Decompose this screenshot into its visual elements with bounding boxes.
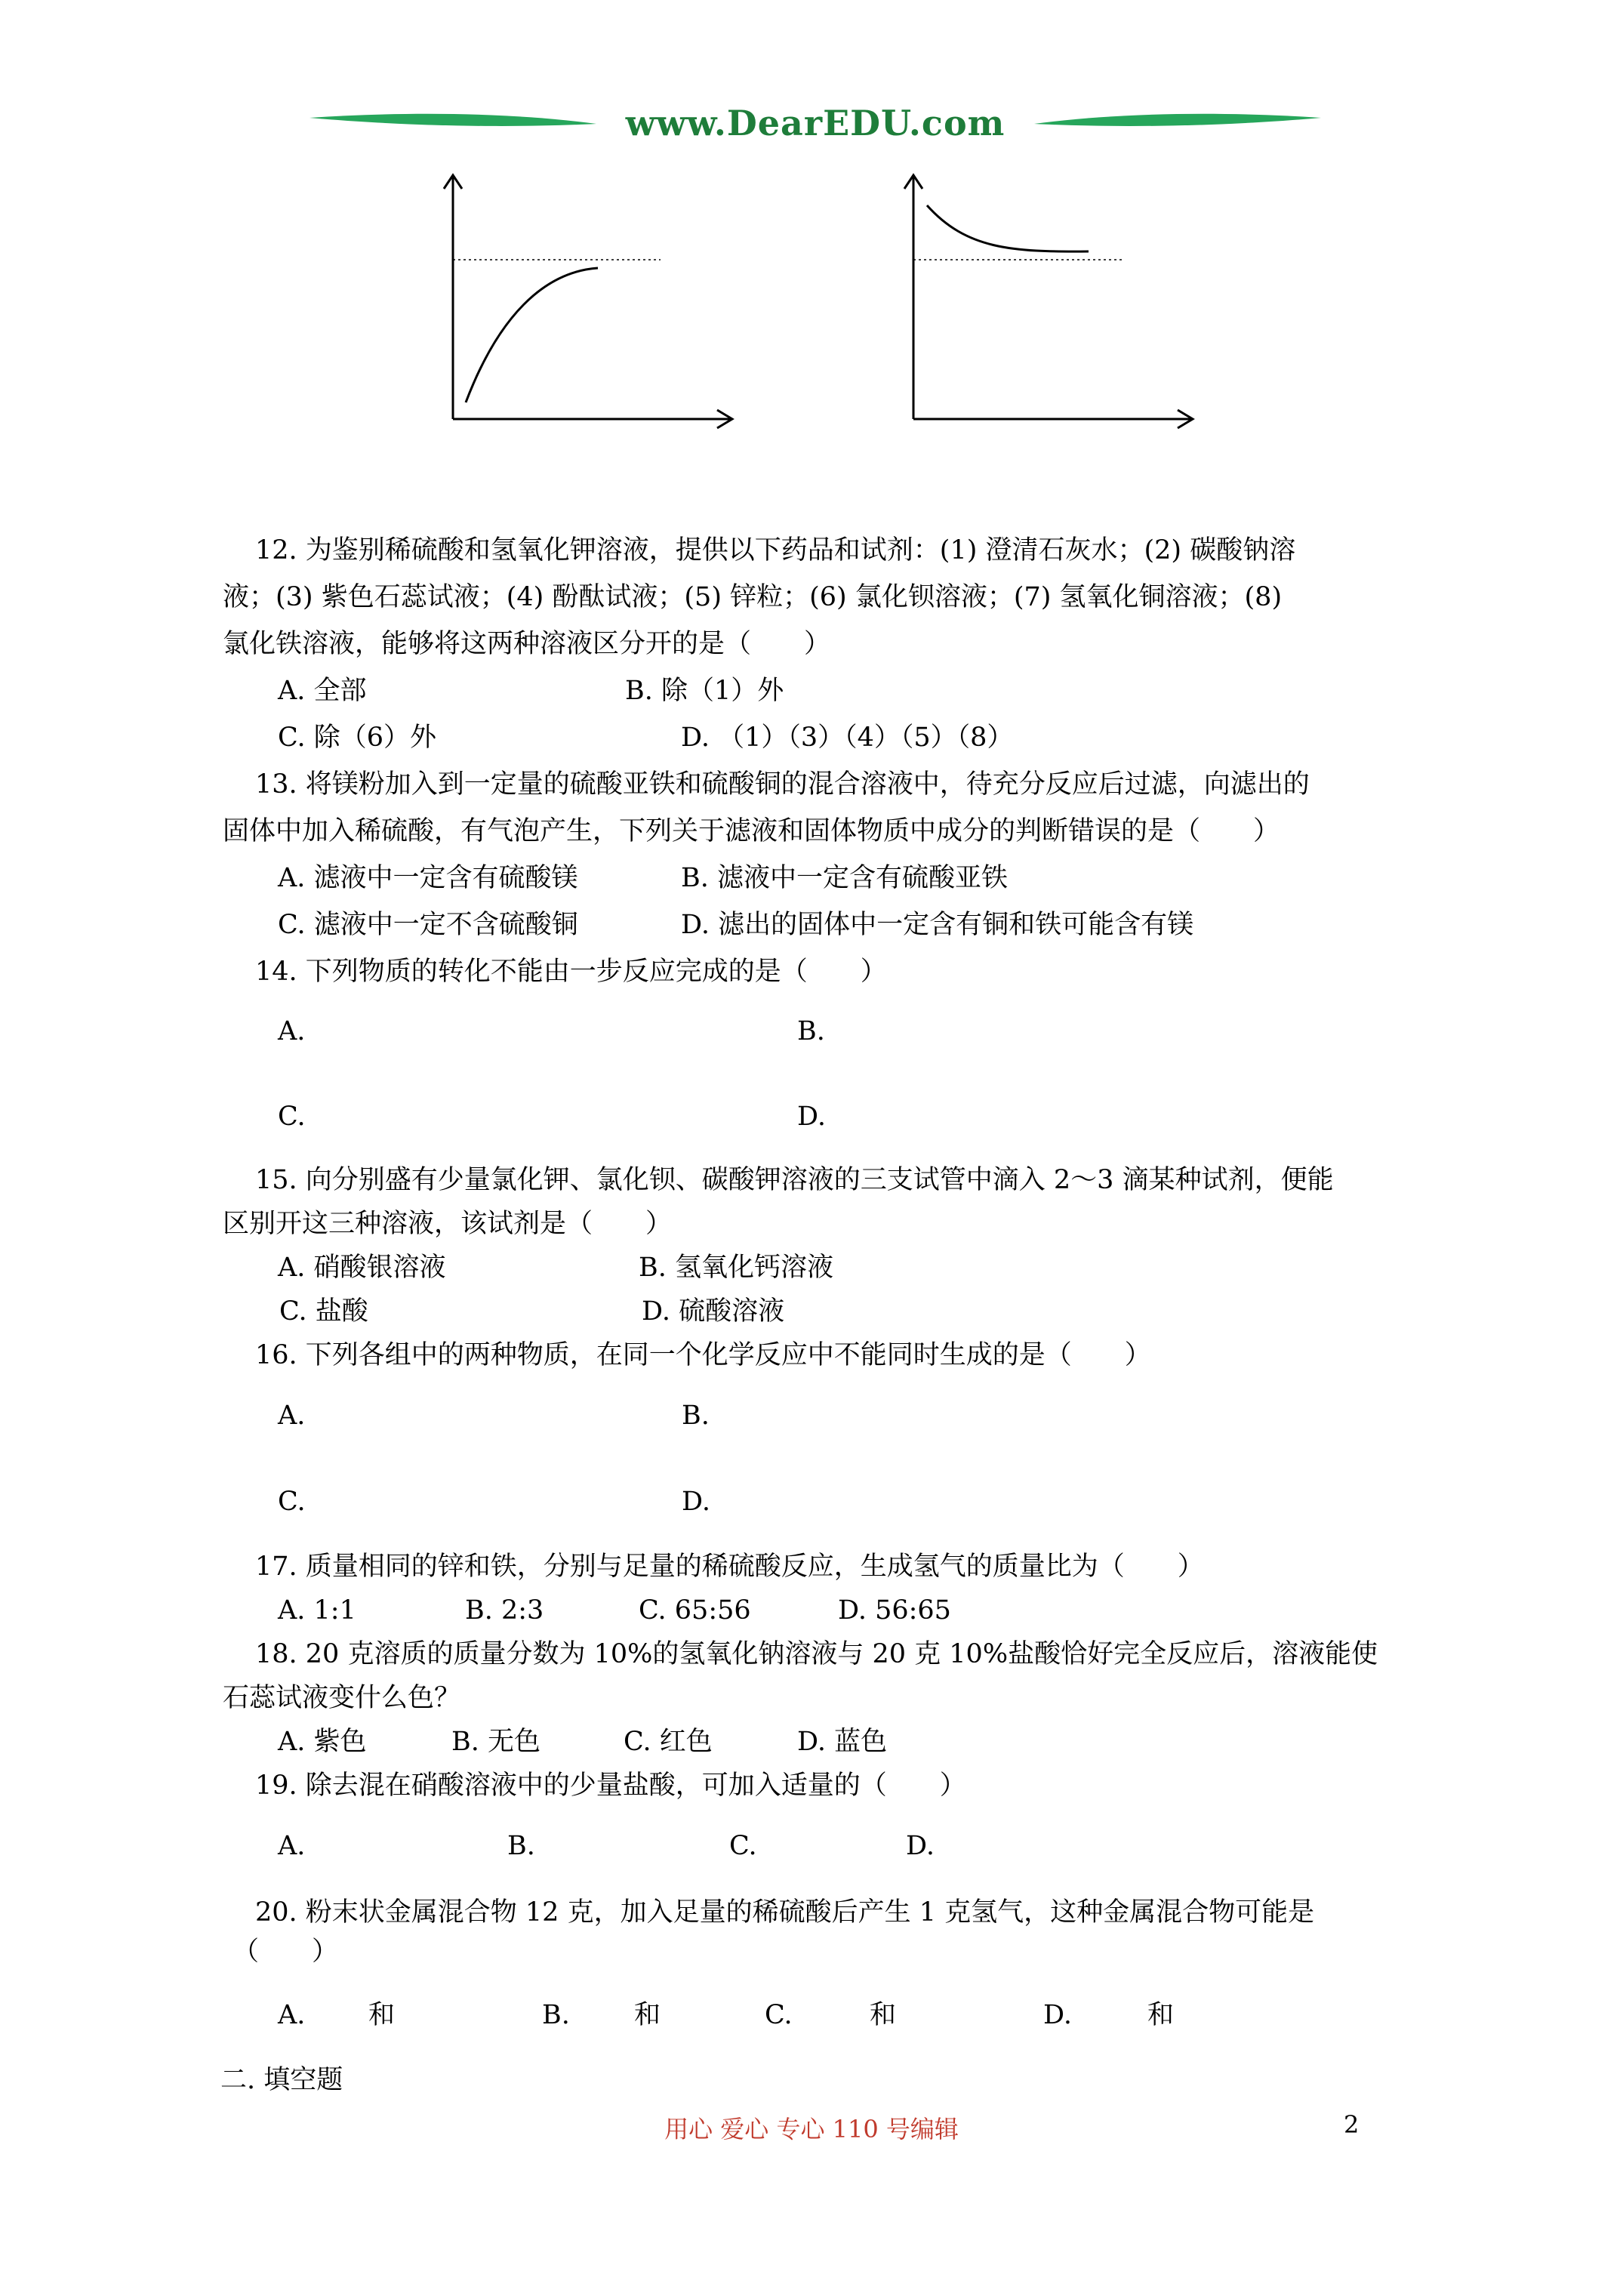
q12-line-3: 氯化铁溶液，能够将这两种溶液区分开的是（ ）: [223, 629, 831, 659]
q12-option-b: B. 除（1）外: [625, 676, 784, 706]
q19-option-c: C.: [729, 1831, 757, 1861]
section-title-fill-in-blank: 二. 填空题: [220, 2065, 343, 2095]
q20-option-d: D.: [1043, 2000, 1072, 2030]
banner-title: www.DearEDU.com: [625, 103, 1006, 143]
q13-line-1: 13. 将镁粉加入到一定量的硫酸亚铁和硫酸铜的混合溶液中，待充分反应后过滤，向滤出的: [255, 769, 1310, 800]
q17-option-d: D. 56:65: [838, 1595, 951, 1626]
graph-rising-curve: [444, 175, 732, 428]
q15-line-2: 区别开这三种溶液，该试剂是（ ）: [223, 1209, 673, 1239]
q16-line-1: 16. 下列各组中的两种物质，在同一个化学反应中不能同时生成的是（ ）: [255, 1340, 1151, 1370]
q19-option-b: B.: [507, 1831, 535, 1861]
q20-line-2: （ ）: [233, 1937, 339, 1967]
q12-option-c: C. 除（6）外: [278, 723, 437, 753]
graph-falling-curve: [904, 175, 1193, 428]
q13-option-c: C. 滤液中一定不含硫酸铜: [278, 910, 578, 940]
q15-option-b: B. 氢氧化钙溶液: [639, 1253, 833, 1283]
q13-line-2: 固体中加入稀硫酸，有气泡产生，下列关于滤液和固体物质中成分的判断错误的是（ ）: [223, 816, 1280, 846]
q18-option-d: D. 蓝色: [797, 1727, 888, 1757]
q17-option-a: A. 1:1: [278, 1595, 356, 1626]
q13-option-b: B. 滤液中一定含有硫酸亚铁: [681, 863, 1008, 893]
q12-option-a: A. 全部: [278, 676, 367, 706]
q20-option-a-conj: 和: [368, 2000, 396, 2030]
q15-line-1: 15. 向分别盛有少量氯化钾、氯化钡、碳酸钾溶液的三支试管中滴入 2～3 滴某种试剂，便能: [255, 1165, 1334, 1195]
q18-option-c: C. 红色: [624, 1727, 713, 1757]
q17-line-1: 17. 质量相同的锌和铁，分别与足量的稀硫酸反应，生成氢气的质量比为（ ）: [255, 1552, 1204, 1582]
q15-option-d: D. 硫酸溶液: [642, 1296, 785, 1327]
q18-line-1: 18. 20 克溶质的质量分数为 10%的氢氧化钠溶液与 20 克 10%盐酸恰好完全反应后，溶液能使: [255, 1639, 1378, 1669]
q19-line-1: 19. 除去混在硝酸溶液中的少量盐酸，可加入适量的（ ）: [255, 1771, 966, 1801]
q16-option-c: C.: [278, 1487, 306, 1517]
q18-line-2: 石蕊试液变什么色？: [223, 1683, 461, 1713]
question-11-graphs: [423, 166, 1215, 438]
q20-option-b-conj: 和: [634, 2000, 661, 2030]
q20-option-c: C.: [765, 2000, 793, 2030]
q20-option-d-conj: 和: [1147, 2000, 1175, 2030]
q14-option-b: B.: [797, 1016, 825, 1046]
q19-option-d: D.: [906, 1831, 935, 1861]
q12-line-2: 液；(3) 紫色石蕊试液；(4) 酚酞试液；(5) 锌粒；(6) 氯化钡溶液；(7) 氢氧化铜溶液；(8): [223, 582, 1283, 612]
q14-option-c: C.: [278, 1102, 306, 1132]
q13-option-d: D. 滤出的固体中一定含有铜和铁可能含有镁: [681, 910, 1194, 940]
q12-line-1: 12. 为鉴别稀硫酸和氢氧化钾溶液，提供以下药品和试剂：(1) 澄清石灰水；(2) 碳酸钠溶: [255, 535, 1296, 566]
q16-option-b: B.: [682, 1401, 710, 1431]
q13-option-a: A. 滤液中一定含有硫酸镁: [278, 863, 578, 893]
q14-option-d: D.: [797, 1102, 826, 1132]
q14-option-a: A.: [278, 1016, 306, 1046]
q14-line-1: 14. 下列物质的转化不能由一步反应完成的是（ ）: [255, 957, 887, 987]
q18-option-b: B. 无色: [451, 1727, 540, 1757]
q19-option-a: A.: [278, 1831, 306, 1861]
q20-option-c-conj: 和: [870, 2000, 897, 2030]
q18-option-a: A. 紫色: [278, 1727, 367, 1757]
q17-option-c: C. 65:56: [639, 1595, 751, 1626]
q20-option-a: A.: [278, 2000, 306, 2030]
q15-option-c: C. 盐酸: [279, 1296, 368, 1327]
q12-option-d: D. （1）（3）（4）（5）（8）: [681, 723, 1014, 753]
q20-line-1: 20. 粉末状金属混合物 12 克，加入足量的稀硫酸后产生 1 克氢气，这种金属混合物可能是: [255, 1897, 1315, 1928]
q16-option-a: A.: [278, 1401, 306, 1431]
q15-option-a: A. 硝酸银溶液: [278, 1253, 446, 1283]
footer-note: 用心 爱心 专心 110 号编辑: [664, 2115, 959, 2143]
header-banner: [310, 89, 1321, 157]
q16-option-d: D.: [682, 1487, 710, 1517]
page-number: 2: [1344, 2110, 1360, 2139]
q20-option-b: B.: [542, 2000, 570, 2030]
q17-option-b: B. 2:3: [465, 1595, 544, 1626]
